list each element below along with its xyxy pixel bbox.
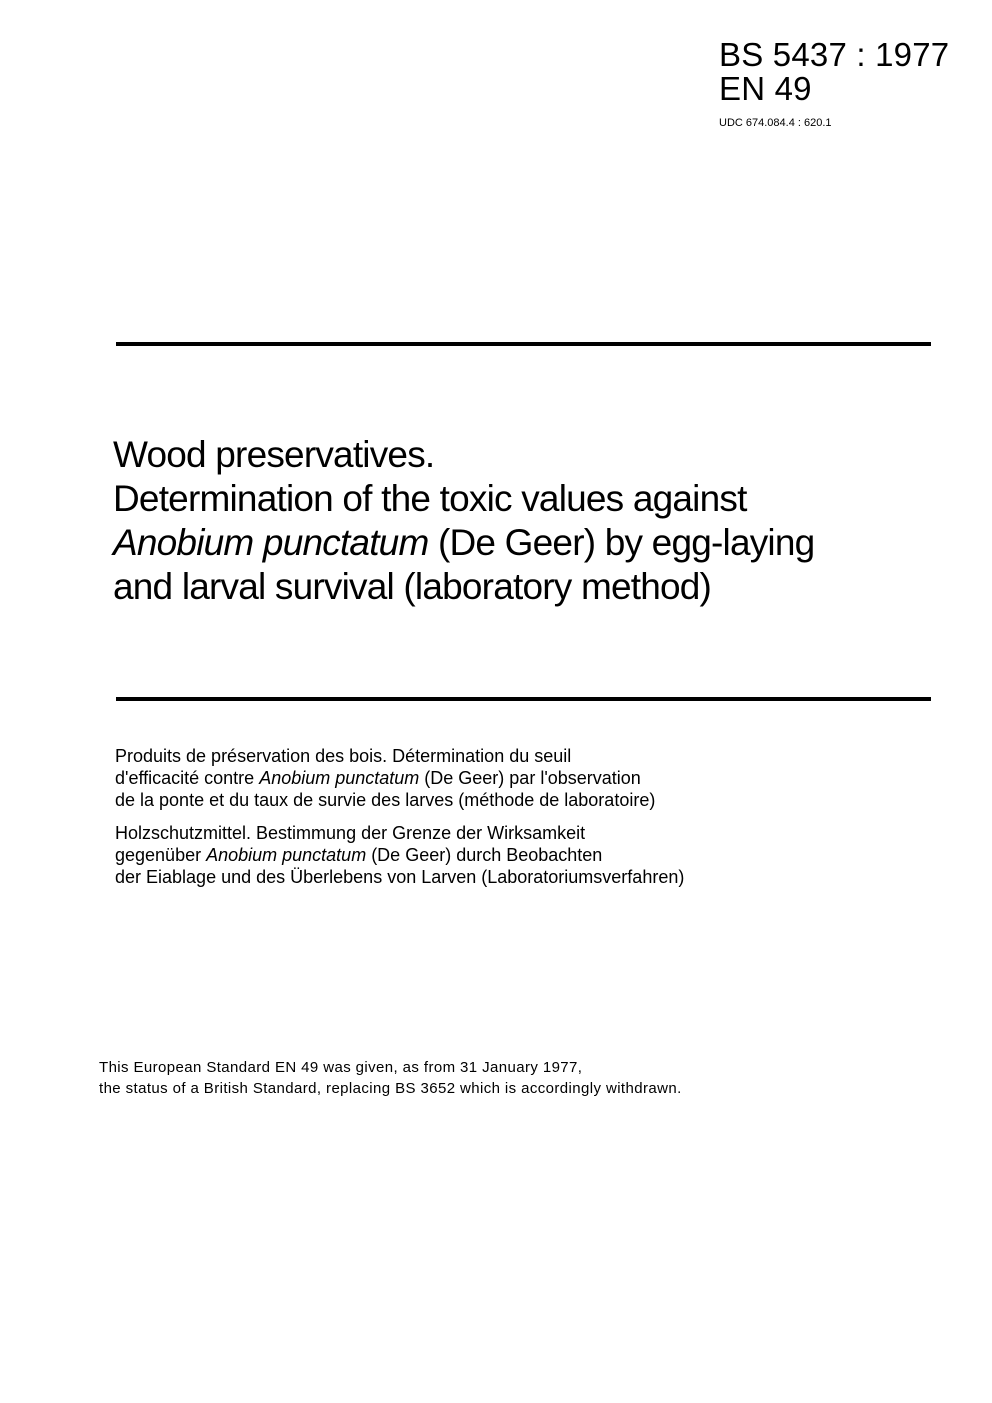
title-translations	[115, 745, 875, 899]
status-note	[99, 1057, 859, 1099]
title-line-4: and larval survival (laboratory method)	[113, 566, 712, 607]
title-line-3-rest: (De Geer) by egg-laying	[428, 522, 815, 563]
french-line-2-end: (De Geer) par l'observation	[419, 768, 641, 788]
german-line-2	[115, 844, 875, 866]
german-line-1: Holzschutzmittel. Bestimmung der Grenze der Wirksamkeit	[115, 823, 586, 843]
udc-classification: UDC 674.084.4 : 620.1	[719, 117, 832, 129]
document-title	[113, 433, 933, 609]
french-line-2	[115, 767, 875, 789]
french-species-name: Anobium punctatum	[259, 768, 420, 788]
bottom-divider	[116, 697, 931, 701]
german-title	[115, 822, 875, 888]
german-species-name: Anobium punctatum	[206, 845, 367, 865]
status-note-line-1: This European Standard EN 49 was given, as from 31 January 1977,	[99, 1059, 583, 1076]
standard-number: BS 5437 : 1977	[719, 36, 950, 73]
french-line-2-start: d'efficacité contre	[115, 768, 260, 788]
title-species-name: Anobium punctatum	[113, 522, 429, 563]
german-line-2-end: (De Geer) durch Beobachten	[366, 845, 603, 865]
german-line-3: der Eiablage und des Überlebens von Larven (Laboratoriumsverfahren)	[115, 867, 685, 887]
title-line-1: Wood preservatives.	[113, 434, 435, 475]
title-line-2: Determination of the toxic values against	[113, 478, 747, 519]
french-title	[115, 745, 875, 811]
status-note-line-2: the status of a British Standard, replacing BS 3652 which is accordingly withdrawn.	[99, 1080, 682, 1097]
french-line-1: Produits de préservation des bois. Détermination du seuil	[115, 746, 572, 766]
german-line-2-start: gegenüber	[115, 845, 207, 865]
en-number: EN 49	[719, 70, 812, 107]
french-line-3: de la ponte et du taux de survie des larves (méthode de laboratoire)	[115, 790, 656, 810]
title-line-3	[113, 521, 933, 565]
top-divider	[116, 342, 931, 346]
